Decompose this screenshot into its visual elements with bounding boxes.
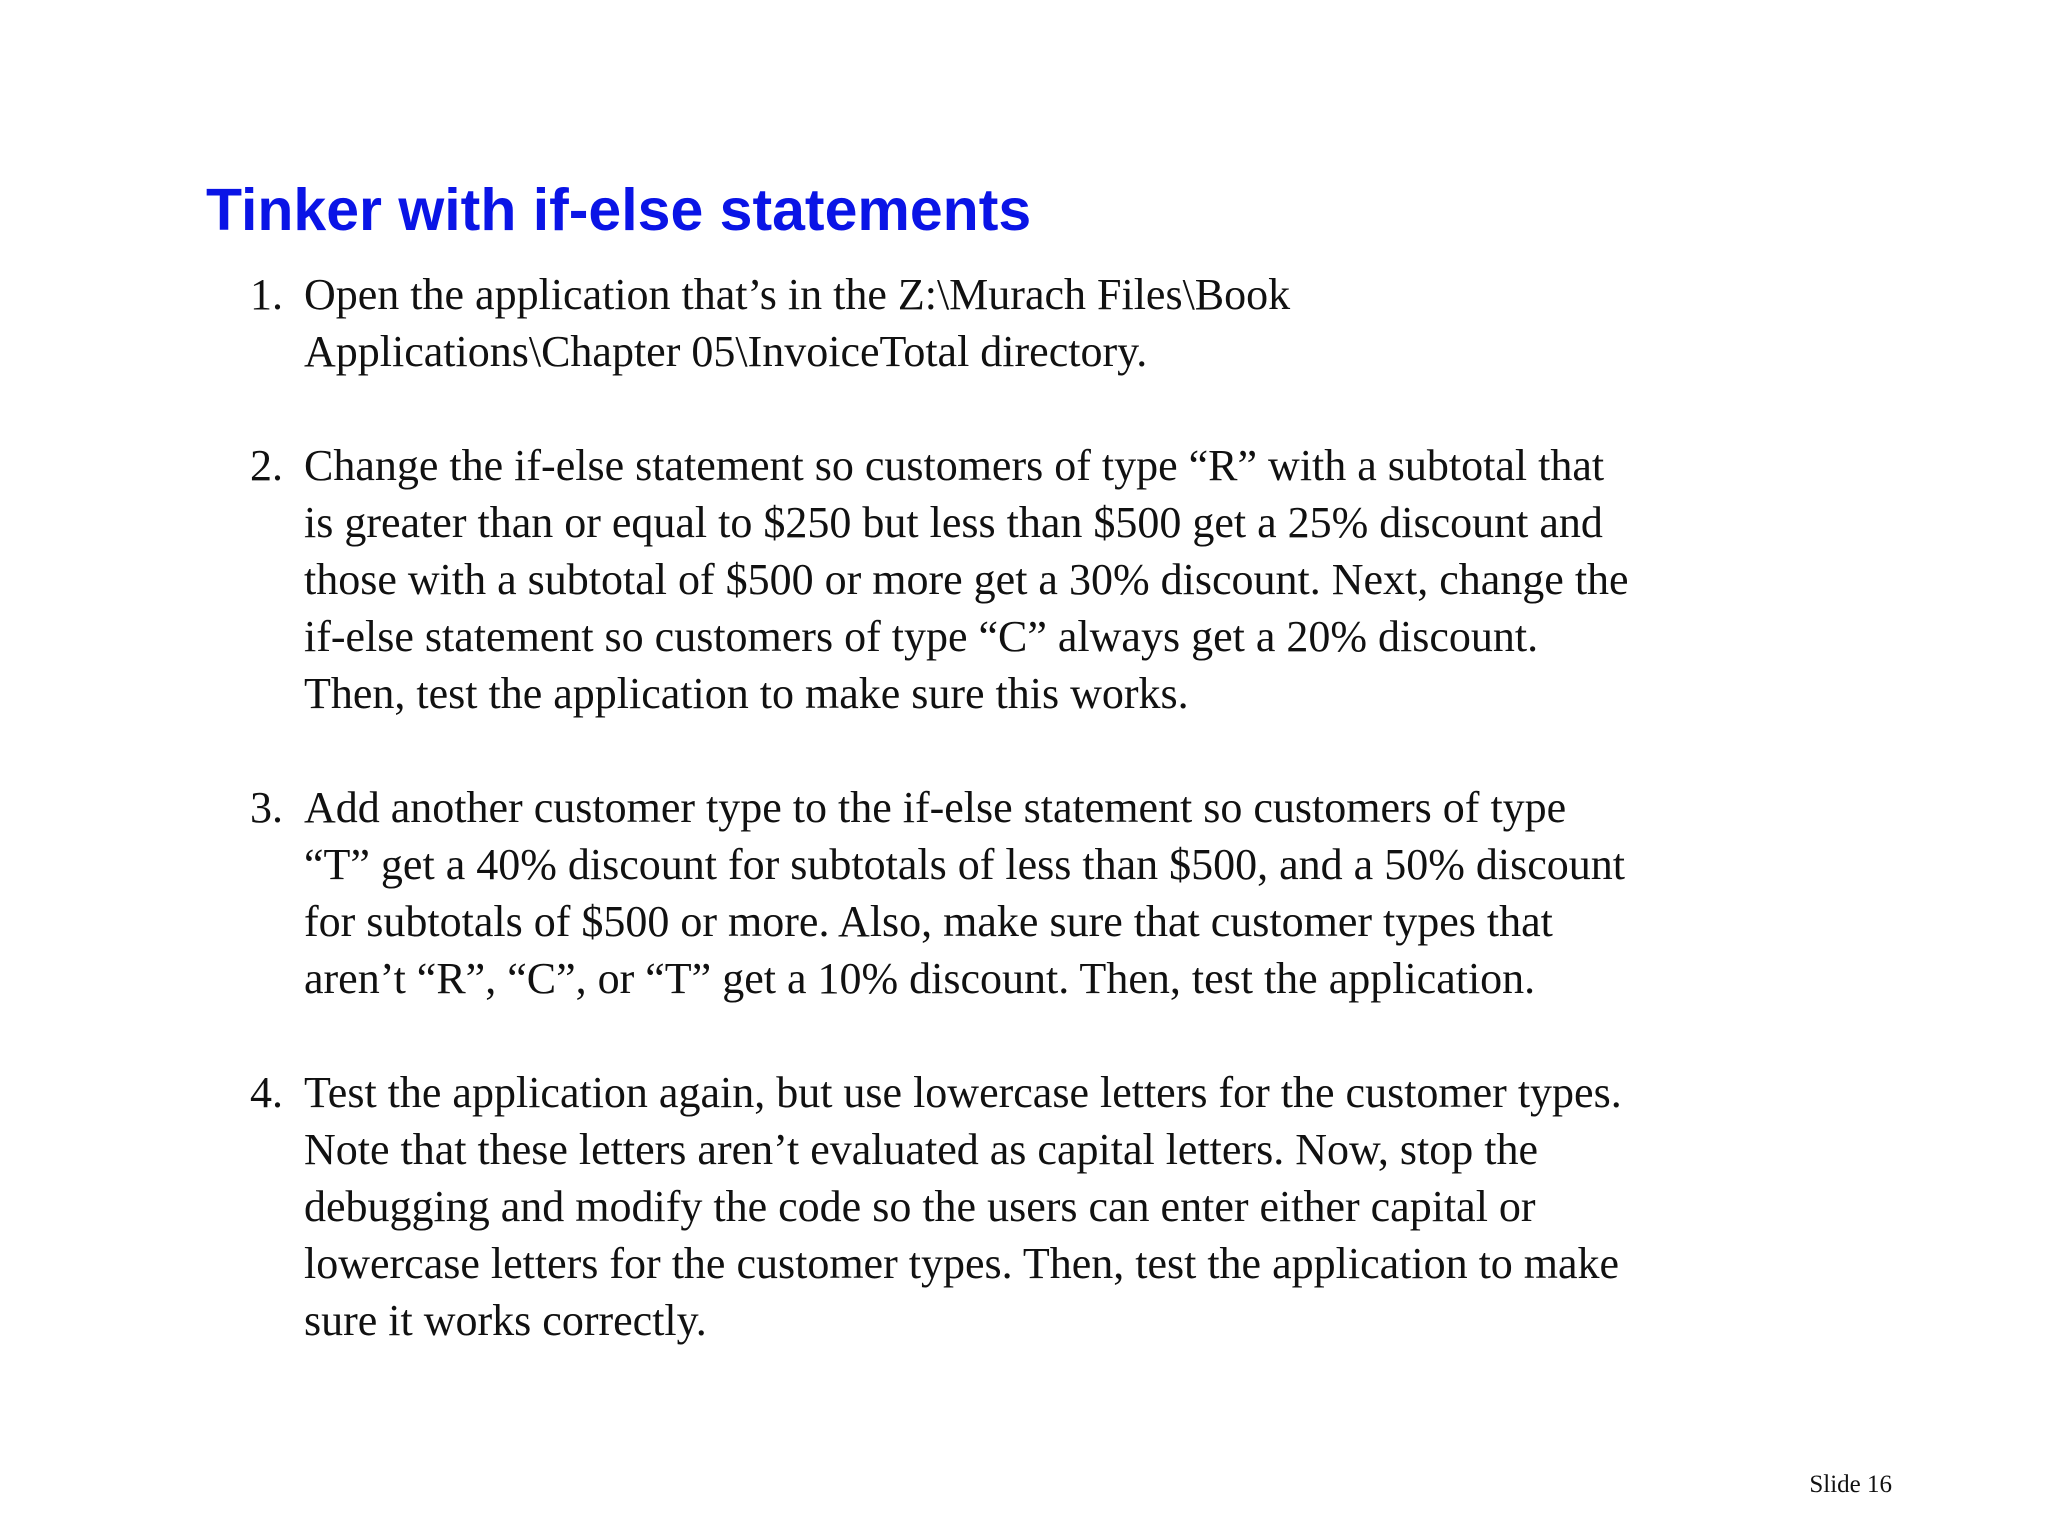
instruction-step-3 xyxy=(250,779,1810,1007)
step-number: 3. xyxy=(250,783,283,832)
instruction-step-2 xyxy=(250,437,1810,722)
step-text-line: is greater than or equal to $250 but less than $500 get a 25% discount and xyxy=(304,498,1603,547)
slide-number: Slide 16 xyxy=(1809,1471,1892,1498)
step-text xyxy=(304,779,1810,1007)
step-text-line: sure it works correctly. xyxy=(304,1296,707,1345)
instruction-step-1 xyxy=(250,266,1810,380)
step-text xyxy=(304,437,1810,722)
step-text-line: those with a subtotal of $500 or more get a 30% discount. Next, change the xyxy=(304,555,1629,604)
step-text xyxy=(304,266,1810,380)
step-text-line: Open the application that’s in the Z:\Murach Files\Book xyxy=(304,270,1291,319)
step-number: 2. xyxy=(250,441,283,490)
step-text-line: debugging and modify the code so the users can enter either capital or xyxy=(304,1182,1536,1231)
step-text-line: Test the application again, but use lowercase letters for the customer types. xyxy=(304,1068,1622,1117)
step-text-line: Add another customer type to the if-else statement so customers of type xyxy=(304,783,1567,832)
step-text-line: Change the if-else statement so customers of type “R” with a subtotal that xyxy=(304,441,1605,490)
instruction-step-4 xyxy=(250,1064,1810,1349)
step-text-line: Then, test the application to make sure this works. xyxy=(304,669,1189,718)
step-text-line: Applications\Chapter 05\InvoiceTotal directory. xyxy=(304,327,1148,376)
step-text-line: lowercase letters for the customer types. Then, test the application to make xyxy=(304,1239,1620,1288)
step-text-line: aren’t “R”, “C”, or “T” get a 10% discount. Then, test the application. xyxy=(304,954,1536,1003)
step-text-line: if-else statement so customers of type “C” always get a 20% discount. xyxy=(304,612,1539,661)
step-number: 4. xyxy=(250,1068,283,1117)
step-text xyxy=(304,1064,1810,1349)
step-number: 1. xyxy=(250,270,283,319)
instruction-list xyxy=(250,266,1810,1349)
step-text-line: for subtotals of $500 or more. Also, make sure that customer types that xyxy=(304,897,1553,946)
slide-title: Tinker with if-else statements xyxy=(206,177,1032,243)
step-text-line: Note that these letters aren’t evaluated as capital letters. Now, stop the xyxy=(304,1125,1538,1174)
step-text-line: “T” get a 40% discount for subtotals of less than $500, and a 50% discount xyxy=(304,840,1625,889)
